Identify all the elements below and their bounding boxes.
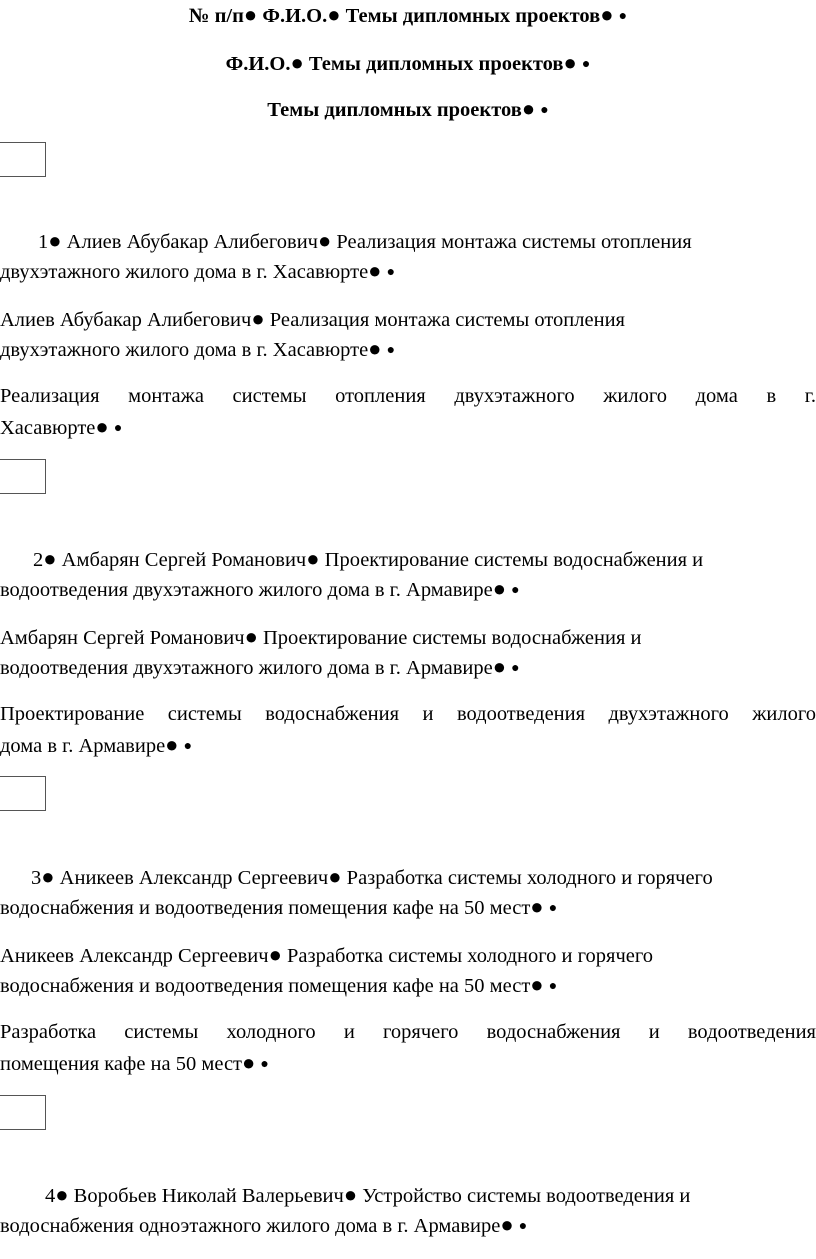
project-topic: водоотведения двухэтажного жилого дома в г. Армавире xyxy=(0,657,493,679)
row-4-line-1: 4● Воробьев Николай Валерьевич● Устройство системы водоотведения и xyxy=(45,1182,691,1207)
project-topic: Устройство системы водоотведения и xyxy=(362,1185,691,1207)
project-topic: водоотведения двухэтажного жилого дома в г. Армавире xyxy=(0,579,493,601)
row-number: 3 xyxy=(31,867,42,889)
project-topic: Разработка системы холодного и горячего xyxy=(346,867,713,889)
row-2-name-line-2: водоотведения двухэтажного жилого дома в г. Армавире● ● xyxy=(0,654,520,679)
header-name: Ф.И.О. xyxy=(225,53,291,75)
header-num: № п/п xyxy=(188,5,244,27)
project-topic: двухэтажного жилого дома в г. Хасавюрте xyxy=(0,339,369,361)
header-topic: Темы дипломных проектов xyxy=(345,5,601,27)
row-3-name-line-2: водоснабжения и водоотведения помещения кафе на 50 мест● ● xyxy=(0,972,558,997)
row-1-line-2: двухэтажного жилого дома в г. Хасавюрте● ● xyxy=(0,258,396,283)
row-2-line-2: водоотведения двухэтажного жилого дома в г. Армавире● ● xyxy=(0,576,520,601)
row-1-line-1: 1● Алиев Абубакар Алибегович● Реализация монтажа системы отопления xyxy=(38,228,692,253)
header-topic: Темы дипломных проектов xyxy=(308,53,564,75)
project-topic: двухэтажного жилого дома в г. Хасавюрте xyxy=(0,261,369,283)
header-line-3: Темы дипломных проектов● ● xyxy=(267,96,549,121)
row-3-line-2: водоснабжения и водоотведения помещения кафе на 50 мест● ● xyxy=(0,894,558,919)
row-2-topic-line-2: дома в г. Армавире● ● xyxy=(0,732,193,757)
row-number: 1 xyxy=(38,231,49,253)
empty-cell-box xyxy=(0,1095,46,1130)
project-topic: Проектирование системы водоснабжения и xyxy=(262,627,642,649)
student-name: Аникеев Александр Сергеевич xyxy=(59,867,329,889)
row-3-topic-line-1 xyxy=(0,1020,816,1045)
empty-cell-box xyxy=(0,459,46,494)
row-number: 4 xyxy=(45,1185,56,1207)
project-topic: Разработка системы холодного и горячего водоснабжения и водоотведения xyxy=(0,1021,816,1043)
header-line-2: Ф.И.О.● Темы дипломных проектов● ● xyxy=(225,50,591,75)
student-name: Аникеев Александр Сергеевич xyxy=(0,945,269,967)
empty-cell-box xyxy=(0,142,46,177)
header-line-1: № п/п● Ф.И.О.● Темы дипломных проектов● ● xyxy=(188,2,628,27)
row-2-topic-line-1 xyxy=(0,702,816,727)
project-topic: дома в г. Армавире xyxy=(0,735,166,757)
row-3-name-line-1: Аникеев Александр Сергеевич● Разработка системы холодного и горячего xyxy=(0,942,654,967)
project-topic: Реализация монтажа системы отопления xyxy=(269,309,625,331)
project-topic: Реализация монтажа системы отопления xyxy=(336,231,692,253)
row-4-line-2: водоснабжения одноэтажного жилого дома в г. Армавире● ● xyxy=(0,1212,528,1237)
project-topic: Реализация монтажа системы отопления двухэтажного жилого дома в г. xyxy=(0,385,816,407)
row-number: 2 xyxy=(33,549,44,571)
project-topic: водоснабжения и водоотведения помещения кафе на 50 мест xyxy=(0,897,531,919)
project-topic: Хасавюрте xyxy=(0,417,96,439)
row-3-topic-line-2: помещения кафе на 50 мест● ● xyxy=(0,1050,269,1075)
row-3-line-1: 3● Аникеев Александр Сергеевич● Разработка системы холодного и горячего xyxy=(31,864,713,889)
header-name: Ф.И.О. xyxy=(262,5,328,27)
project-topic: Проектирование системы водоснабжения и xyxy=(324,549,704,571)
project-topic: Проектирование системы водоснабжения и водоотведения двухэтажного жилого xyxy=(0,703,816,725)
project-topic: водоснабжения и водоотведения помещения кафе на 50 мест xyxy=(0,975,531,997)
row-2-name-line-1: Амбарян Сергей Романович● Проектирование системы водоснабжения и xyxy=(0,624,642,649)
project-topic: водоснабжения одноэтажного жилого дома в г. Армавире xyxy=(0,1215,501,1237)
header-topic: Темы дипломных проектов xyxy=(267,99,522,121)
row-1-name-line-1: Алиев Абубакар Алибегович● Реализация монтажа системы отопления xyxy=(0,306,625,331)
row-1-topic-line-1 xyxy=(0,384,816,409)
project-topic: Разработка системы холодного и горячего xyxy=(287,945,654,967)
student-name: Воробьев Николай Валерьевич xyxy=(73,1185,344,1207)
row-1-name-line-2: двухэтажного жилого дома в г. Хасавюрте● ● xyxy=(0,336,396,361)
student-name: Амбарян Сергей Романович xyxy=(0,627,245,649)
student-name: Алиев Абубакар Алибегович xyxy=(0,309,252,331)
student-name: Амбарян Сергей Романович xyxy=(61,549,307,571)
project-topic: помещения кафе на 50 мест xyxy=(0,1053,242,1075)
row-1-topic-line-2: Хасавюрте● ● xyxy=(0,414,123,439)
empty-cell-box xyxy=(0,776,46,811)
row-2-line-1: 2● Амбарян Сергей Романович● Проектирование системы водоснабжения и xyxy=(33,546,704,571)
student-name: Алиев Абубакар Алибегович xyxy=(66,231,318,253)
